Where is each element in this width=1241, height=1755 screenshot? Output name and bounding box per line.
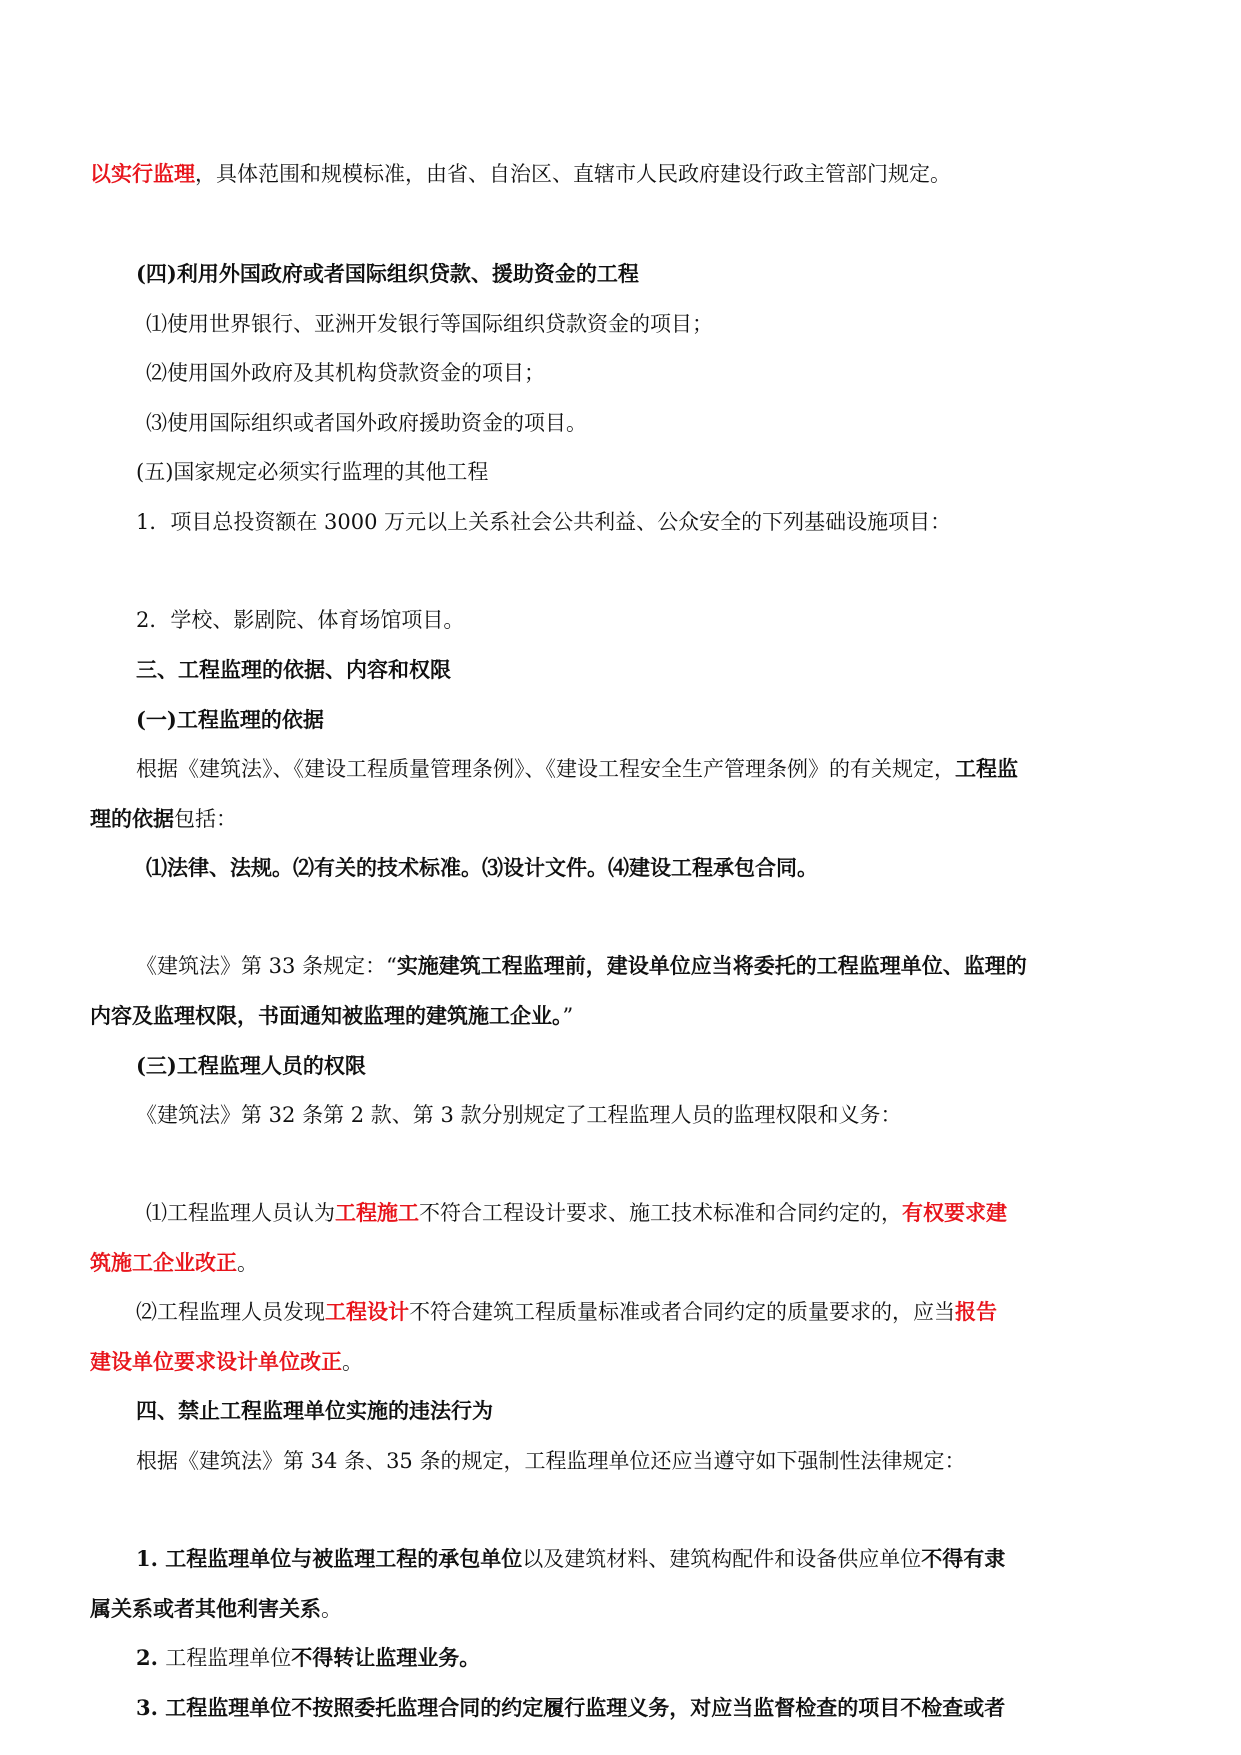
text-segment: 根据《建筑法》第 34 条、35 条的规定，工程监理单位还应当遵守如下强制性法律规定： bbox=[136, 1449, 966, 1473]
item-infrastructure bbox=[136, 507, 951, 537]
para-basis-2 bbox=[90, 804, 237, 834]
heading-section-four bbox=[136, 1396, 493, 1426]
text-segment: 不符合工程设计要求、施工技术标准和合同约定的， bbox=[419, 1201, 902, 1225]
para-art34-35 bbox=[136, 1446, 965, 1476]
text-segment: 。 bbox=[237, 1251, 258, 1275]
text-segment: 筑施工企业改正 bbox=[90, 1250, 237, 1275]
text-segment: 不得转让监理业务。 bbox=[291, 1645, 481, 1670]
text-segment: (四)利用外国政府或者国际组织贷款、援助资金的工程 bbox=[136, 261, 639, 286]
text-segment: 《建筑法》第 33 条规定：“ bbox=[136, 954, 397, 978]
text-segment: 以实行监理 bbox=[90, 161, 195, 186]
item-world-bank bbox=[146, 309, 713, 339]
heading-other-projects bbox=[136, 457, 488, 487]
item-prohibit-1b bbox=[90, 1594, 342, 1624]
text-segment: (三)工程监理人员的权限 bbox=[136, 1053, 366, 1078]
text-segment: 四、禁止工程监理单位实施的违法行为 bbox=[136, 1398, 493, 1423]
text-segment: 。 bbox=[321, 1597, 342, 1621]
para-basis-1 bbox=[136, 754, 1018, 784]
text-segment: (一)工程监理的依据 bbox=[136, 707, 324, 732]
text-segment: 不符合建筑工程质量标准或者合同约定的质量要求的，应当 bbox=[409, 1300, 955, 1324]
text-segment: 工程施工 bbox=[335, 1200, 419, 1225]
text-segment: ⑴使用世界银行、亚洲开发银行等国际组织贷款资金的项目； bbox=[146, 312, 713, 336]
item-schools bbox=[136, 605, 464, 635]
text-segment: 建设单位要求设计单位改正 bbox=[90, 1349, 342, 1374]
text-segment: 有权要求建 bbox=[902, 1200, 1007, 1225]
heading-section-three bbox=[136, 655, 451, 685]
text-segment: ⑴法律、法规。⑵有关的技术标准。⑶设计文件。⑷建设工程承包合同。 bbox=[146, 855, 818, 880]
text-segment: ⑵使用国外政府及其机构贷款资金的项目； bbox=[146, 361, 545, 385]
text-segment: 三、工程监理的依据、内容和权限 bbox=[136, 657, 451, 682]
text-segment: 3. 工程监理单位不按照委托监理合同的约定履行监理义务，对应当监督检查的项目不检查或者 bbox=[136, 1695, 1006, 1720]
text-segment: ⑴工程监理人员认为 bbox=[146, 1201, 335, 1225]
text-segment: 内容及监理权限，书面通知被监理的建筑施工企业。 bbox=[90, 1003, 563, 1028]
text-segment: 1. 工程监理单位与被监理工程的承包单位 bbox=[136, 1546, 523, 1571]
item-authority-2a bbox=[136, 1297, 997, 1327]
text-segment: 实施建筑工程监理前，建设单位应当将委托的工程监理单位、监理的 bbox=[396, 953, 1027, 978]
item-authority-2b bbox=[90, 1347, 363, 1377]
text-segment: ” bbox=[562, 1004, 574, 1028]
text-segment: 《建筑法》第 32 条第 2 款、第 3 款分别规定了工程监理人员的监理权限和义务： bbox=[136, 1103, 902, 1127]
text-segment: 工程监理单位 bbox=[165, 1646, 292, 1670]
text-segment: 属关系或者其他利害关系 bbox=[90, 1596, 321, 1621]
text-segment: ⑵工程监理人员发现 bbox=[136, 1300, 325, 1324]
text-segment: 工程监 bbox=[955, 756, 1018, 781]
item-basis-list bbox=[146, 853, 818, 883]
heading-authority bbox=[136, 1051, 366, 1081]
item-aid-funds bbox=[146, 408, 587, 438]
text-segment: 以及建筑材料、建筑构配件和设备供应单位 bbox=[522, 1547, 922, 1571]
item-authority-1a bbox=[146, 1198, 1007, 1228]
text-segment: 不得有隶 bbox=[921, 1546, 1006, 1571]
text-segment: 报告 bbox=[955, 1299, 997, 1324]
text-segment: 包括： bbox=[174, 807, 237, 831]
line-scope-tail bbox=[90, 159, 951, 189]
item-prohibit-1a bbox=[136, 1544, 1005, 1574]
text-segment: 理的依据 bbox=[90, 806, 174, 831]
text-segment: 工程设计 bbox=[325, 1299, 409, 1324]
para-art33-1 bbox=[136, 951, 1027, 981]
para-art32 bbox=[136, 1100, 902, 1130]
text-segment: (五)国家规定必须实行监理的其他工程 bbox=[136, 460, 489, 484]
item-prohibit-3 bbox=[136, 1693, 1005, 1723]
text-segment: 2．学校、影剧院、体育场馆项目。 bbox=[136, 608, 465, 632]
item-foreign-gov-loan bbox=[146, 358, 545, 388]
text-segment: 2. bbox=[136, 1645, 166, 1670]
item-authority-1b bbox=[90, 1248, 258, 1278]
text-segment: ，具体范围和规模标准，由省、自治区、直辖市人民政府建设行政主管部门规定。 bbox=[195, 162, 951, 186]
text-segment: 根据《建筑法》、《建设工程质量管理条例》、《建设工程安全生产管理条例》的有关规定， bbox=[136, 757, 955, 781]
heading-foreign-loan bbox=[136, 259, 639, 289]
heading-basis bbox=[136, 705, 324, 735]
text-segment: 。 bbox=[342, 1350, 363, 1374]
text-segment: 1．项目总投资额在 3000 万元以上关系社会公共利益、公众安全的下列基础设施项目： bbox=[136, 510, 952, 534]
text-segment: ⑶使用国际组织或者国外政府援助资金的项目。 bbox=[146, 411, 587, 435]
item-prohibit-2 bbox=[136, 1643, 480, 1673]
para-art33-2 bbox=[90, 1001, 573, 1031]
